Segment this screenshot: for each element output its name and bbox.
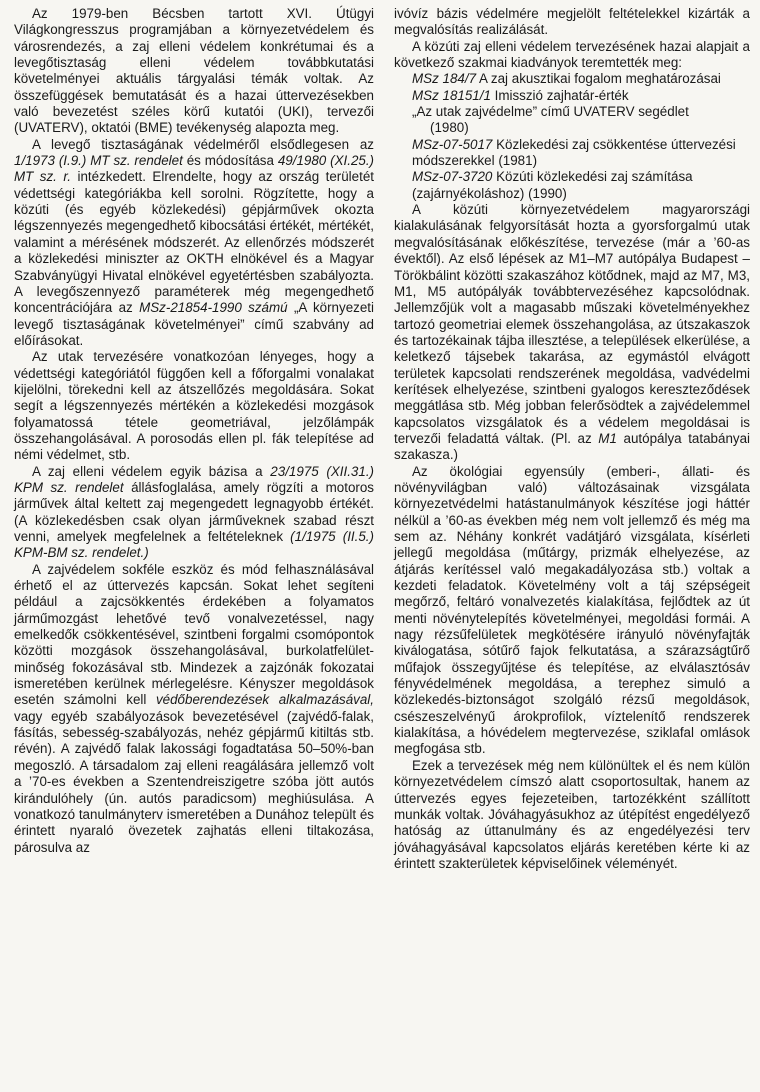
- paragraph-motorways: [394, 202, 750, 464]
- left-column: [14, 6, 374, 1092]
- reference-item: [394, 169, 750, 202]
- text-run: A közúti környezetvédelem magyarországi kialakulásának felgyorsítását hozta a gyorsforgalmú utak megvalósításának előkészítése, tervezése (már a ’60-as évektől). Az első lépések az M1–M7 autópálya Budapest – Törökbálint közötti szakaszához kötődnek, majd az M7, M3, M1, M5 autópályák továbbtervezéséhez kapcsolódnak. Jellemzőjük volt a magasabb műszaki követelményekhez tartozó geometriai elemek összehangolása, az útszakaszok és tartozékainak tájba illesztése, a települések elkerülése, a keletkező tájsebek takarása, az egymástól elvágott területek kapcsolati rendszerének megoldása, vadvédelmi kerítések elhelyezése, szintbeni gyalogos kereszteződések meggátlása stb. Még jobban felerősödtek a zajvédelemmel kapcsolatos vizsgálatok és a védelem megoldásai is tervezői feladattá váltak.: [394, 202, 750, 446]
- standard-code: MSz 184/7: [412, 71, 477, 87]
- legal-reference: (1/1975 (II.5.) KPM-BM sz. rendelet.): [14, 529, 374, 561]
- reference-item: [394, 104, 750, 137]
- reference-text: Imisszió zajhatár-érték: [490, 87, 629, 103]
- reference-item: [394, 71, 750, 87]
- right-column: [394, 6, 750, 1092]
- text-run: állásfoglalása, amely rögzíti a motoros járművek által keltett zaj megengedett legnagyobb értékét. (A közlekedésben csak olyan járműveknek szabad részt venni, amelyek megfelelnek a feltételeknek: [14, 479, 375, 544]
- text-run: (Pl. az: [550, 430, 599, 446]
- reference-text: Közlekedési zaj csökkentése úttervezési módszerekkel (1981): [412, 136, 736, 169]
- text-run: A levegő tisztaságának védelméről elsődlegesen az: [32, 136, 374, 152]
- paragraph-noise-measures: [14, 562, 374, 856]
- standard-reference: MSz-21854-1990 számú: [139, 300, 288, 316]
- reference-list: [394, 71, 750, 202]
- emphasis: védőberendezések alkalmazásával,: [155, 692, 375, 708]
- legal-reference: 23/1975 (XII.31.) KPM sz. rendelet: [14, 463, 374, 495]
- reference-text: Közúti közlekedési zaj számítása (zajárnyékoláshoz) (1990): [412, 169, 693, 201]
- reference-year: (1980): [430, 120, 469, 136]
- reference-text: „Az utak zajvédelme” című UVATERV segédlet: [412, 104, 689, 120]
- paragraph-publications-intro: A közúti zaj elleni védelem tervezésének hazai alapjait a következő szakmai kiadványok teremtették meg:: [394, 38, 750, 71]
- standard-code: MSz 18151/1: [412, 87, 491, 103]
- reference-text: A zaj akusztikai fogalom meghatározásai: [476, 71, 721, 87]
- paragraph-ecology: Az ökológiai egyensúly (emberi-, állati- és növényvilágban való) változásainak vizsgálata környezetvédelmi hatástanulmányok készítése jogi háttér nélkül a ’60-as években még nem volt jellemző és még ma sem az. Néhány konkrét vadátjáró vizsgálata, kísérleti jellegű megoldása (műtárgy, prizmák elhelyezése, az átjárás kerítéssel való megakadályozása stb.) voltak a kezdeti feladatok. Követelmény volt a táj szépségeit megőrző, feltáró vonalvezetés kialakítása, fejlődtek az út menti növénytelepítés követelményei, megoldási formái. A nagy rézsűfelületek megkötésére irányuló növényfajták kiválogatása, sótűrő fajok felkutatása, a szárazságtűrő műfajok összegyűjtése és telepítése, az elválasztósáv fényvédelmének megoldása, a terephez simuló a közlekedés-biztonságot szolgáló rézsű megoldások, csészeszelvényű árokprofilok, víztelenítő rendszerek kialakítása, a hóvédelem megtervezése, sziklafal omlások megfogása stb.: [394, 463, 750, 757]
- motorway-name: M1: [598, 430, 617, 446]
- standard-code: MSz-07-5017: [412, 136, 493, 152]
- text-run: autópálya tatabányai szakasza.): [394, 430, 751, 463]
- paragraph-approval: Ezek a tervezések még nem különültek el és nem külön környezetvédelem címszó alatt csoportosultak, hanem az úttervezés egyes fejezeteiben, tartozékként szállított munkák voltak. Jóváhagyásukhoz az útépítést engedélyező hatóság az úttanulmány és az engedélyezési terv jóváhagyásával kapcsolatos eljárás keretében kérte ki az érintett szakterületek képviselőinek véleményét.: [394, 757, 750, 871]
- text-run: vagy egyéb szabályozások bevezetésével (zajvédő-falak, fásítás, sebesség-szabályozás, nehéz gépjármű kitiltás stb. révén). A zajvédő falak lakossági fogadtatása 50–50%-ban megoszló. A társadalom zaj elleni reagálására jellemző volt a ’70-es években a Szentendreiszigetre szóba jött autós kirándulóhely (ún. autós paradicsom) meghiúsulása. A vonatkozó tanulmányterv ismeretében a Dunához települt és érintett nyaraló övezetek zajhatás elleni tiltakozása, párosulva az: [14, 708, 374, 855]
- text-run: intézkedett. Elrendelte, hogy az ország területét védettségi kategóriákba kell sorolni. Rögzítette, hogy a közúti (és egyéb közlekedési) gépjárművek okozta légszennyezés megengedhető kibocsátási értékét, mértékét, valamint a mérésének módszerét. Az ellenőrzés módszerét a közlekedési miniszter az OKTH elnökével és a Magyar Szabványügyi Hivatal elnökével egyetértésben szabályozta. A levegőszennyező paraméterek még megengedhető koncentrációjára az: [14, 169, 374, 316]
- text-run: és módosítása: [182, 153, 278, 169]
- legal-reference: 49/1980 (XI.25.) MT sz. r.: [14, 153, 375, 185]
- paragraph-noise-protection: [14, 464, 374, 562]
- paragraph-congress: Az 1979-ben Bécsben tartott XVI. Útügyi Világkongresszus programjában a környezetvédelem és városrendezés, a zaj elleni védelem konkrétumai és a levegőtisztaság elleni védelem továbbkutatási követelményei aktuális tárgyalási témák voltak. Az összefüggések bemutatását és a hazai úttervezésekben való bevezetést széles körű kutatói (UKI), tervezői (UVATERV), oktatói (BME) tevékenység alapozta meg.: [14, 6, 374, 136]
- text-run: „A környezeti levegő tisztaságának követelményei” című szabvány ad előírásokat.: [14, 300, 374, 348]
- legal-reference: 1/1973 (I.9.) MT sz. rendelet: [14, 153, 183, 169]
- reference-item: [394, 137, 750, 170]
- standard-code: MSz-07-3720: [412, 169, 493, 185]
- paragraph-road-design: Az utak tervezésére vonatkozóan lényeges, hogy a védettségi kategóriától függően kell a főforgalmi vonalakat kijelölni, törekedni kell az átszellőzés megoldására. Sokat segít a légszennyezés mértékén a közlekedési mozgások folyamatossá tétele geometriával, jelzőlámpák összehangolásával. A porosodás ellen pl. fák telepítése ad némi védelmet, stb.: [14, 349, 374, 463]
- text-run: A zajvédelem sokféle eszköz és mód felhasználásával érhető el az úttervezés kapcsán. Sokat lehet segíteni például a zajcsökkentés érdekében a folyamatos járműmozgást lehetővé tevő vonalvezetéssel, nagy emelkedők csökkentésével, szintbeni forgalmi csomópontok közötti mozgások összehangolásával, burkolatfelület-minőség fokozásával stb. Mindezek a zajzónák fokozatai ismeretében kerülnek mérlegelésre. Kényszer megoldások esetén számolni kell: [14, 561, 374, 708]
- text-run: A zaj elleni védelem egyik bázisa a: [32, 463, 271, 479]
- reference-item: [394, 88, 750, 104]
- paragraph-continuation: ivóvíz bázis védelmére megjelölt feltételekkel kizárták a megvalósítás realizálását.: [394, 6, 750, 38]
- paragraph-air-protection: [14, 137, 374, 349]
